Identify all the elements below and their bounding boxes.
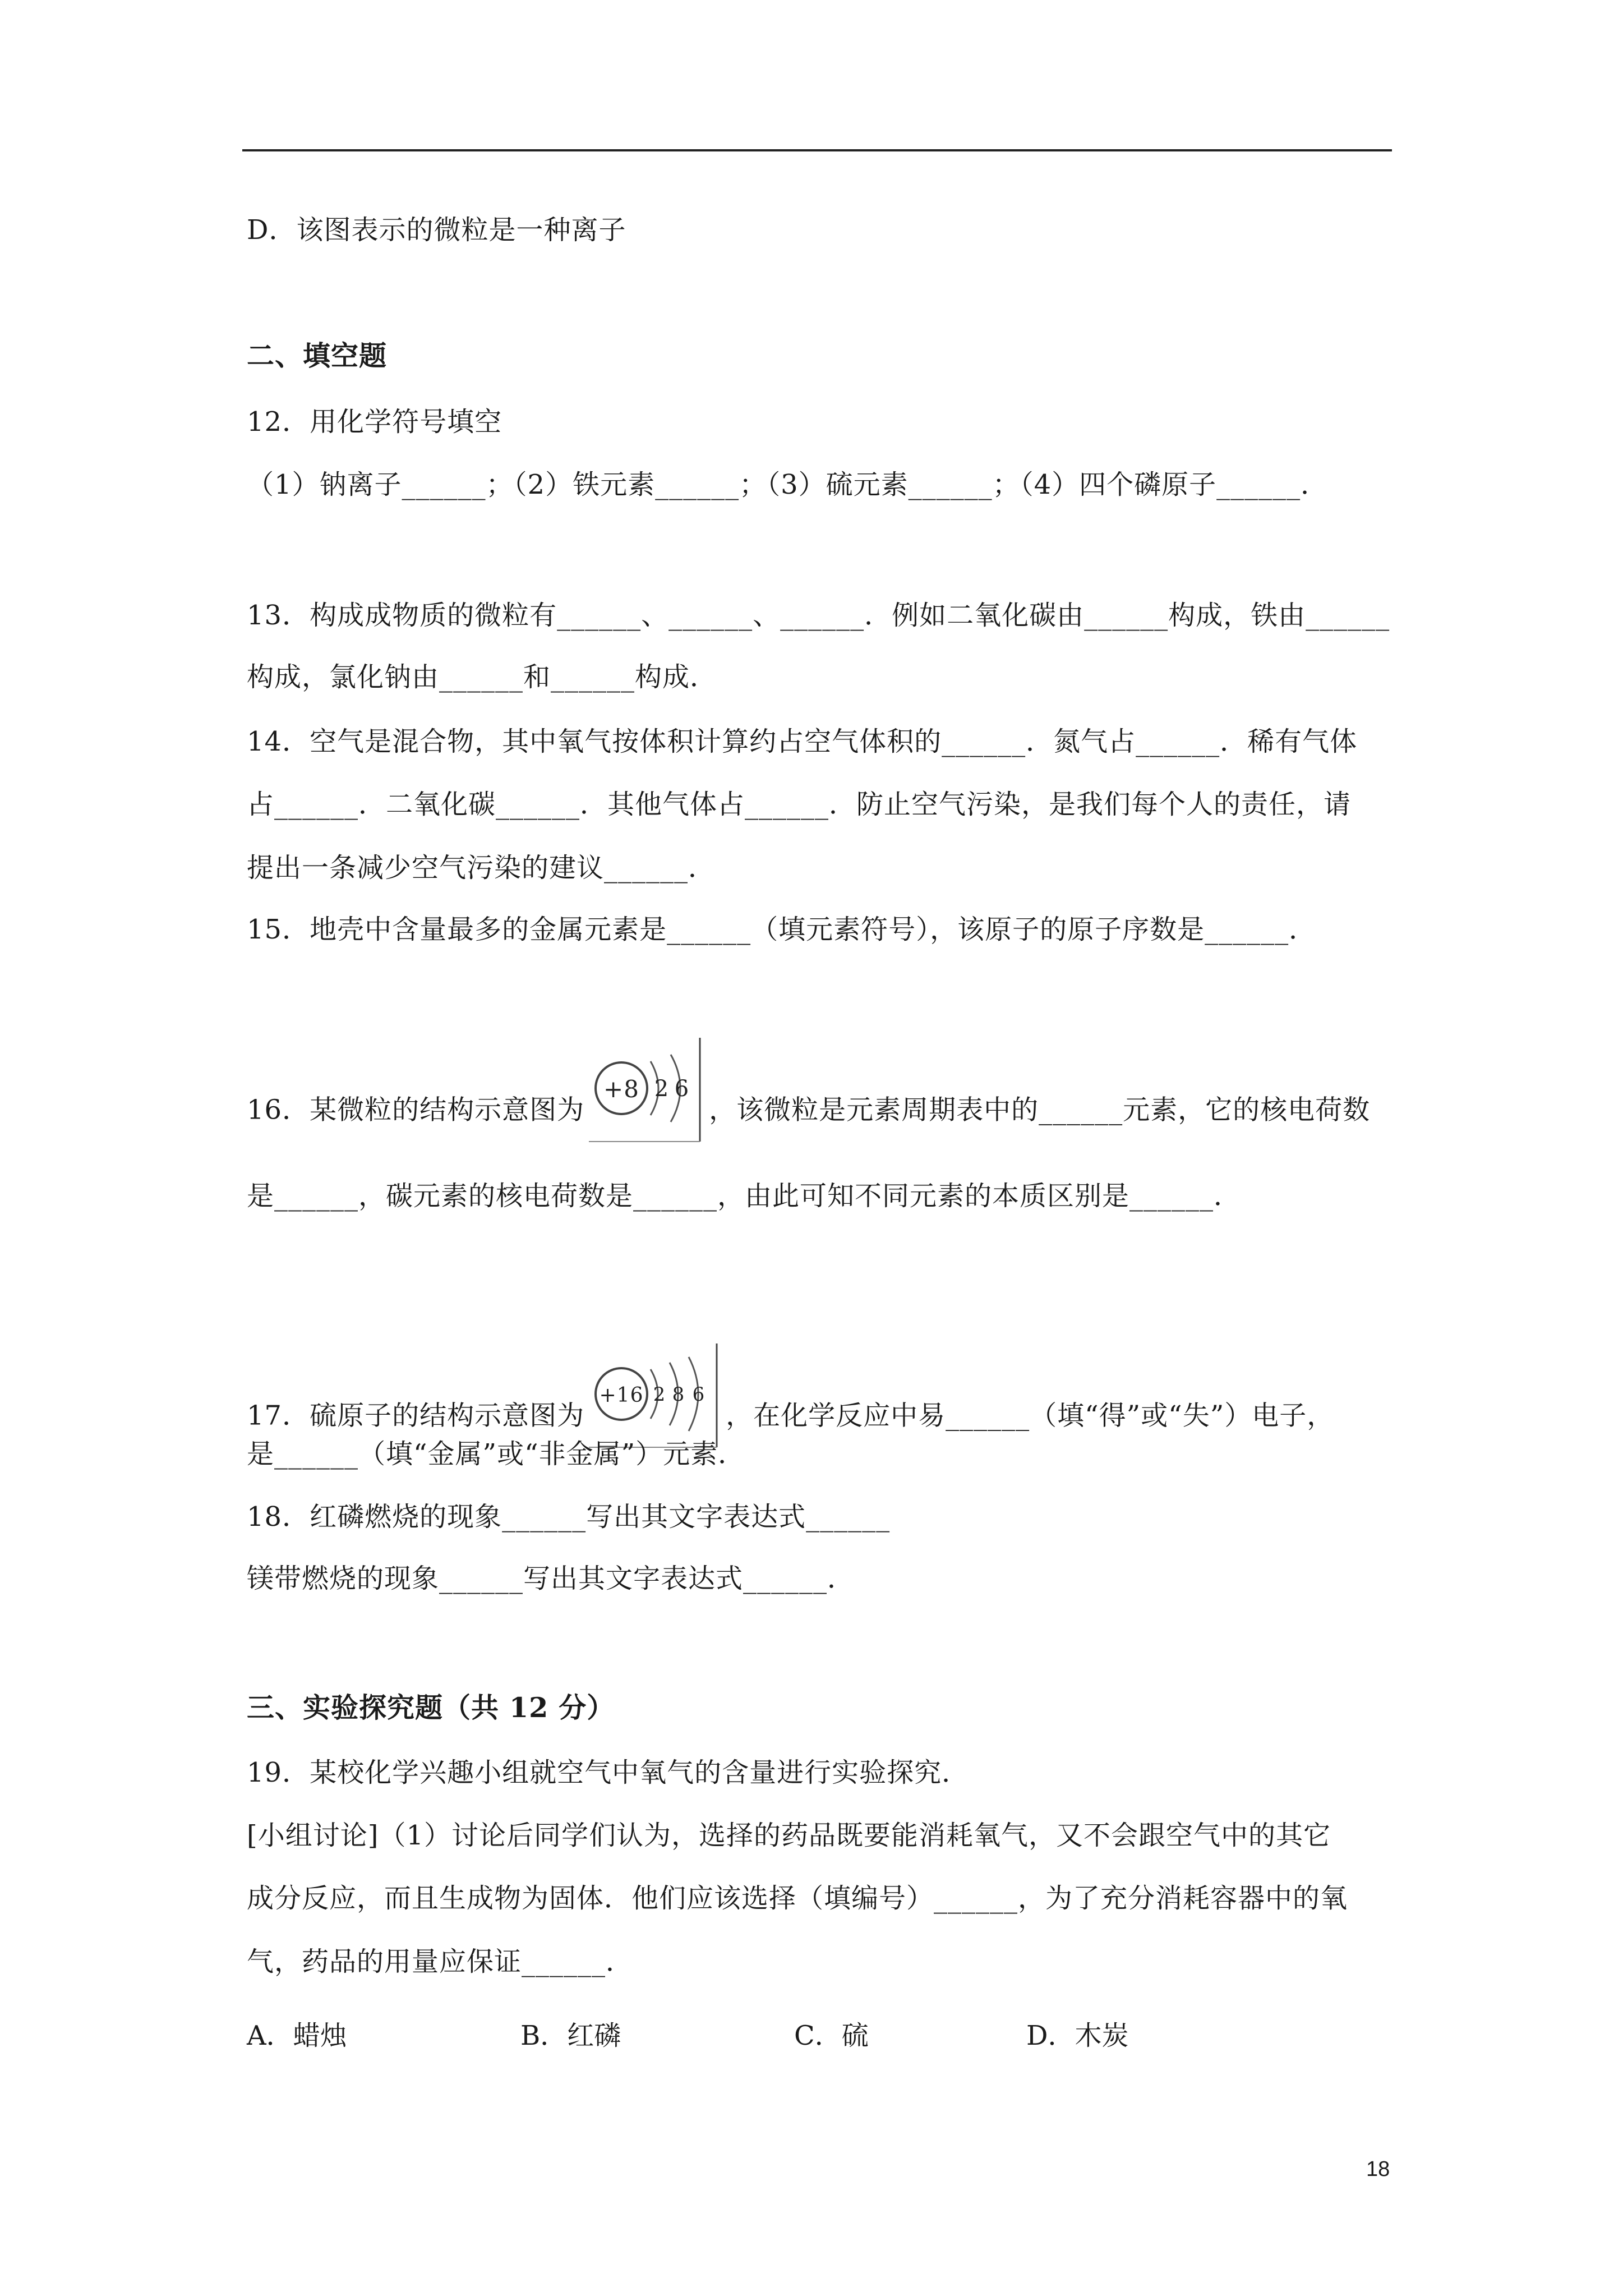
question-13-line-2: 构成，氯化钠由______和______构成．	[247, 661, 718, 693]
choice-a: A．蜡烛	[247, 2020, 347, 2051]
choice-c: C．硫	[794, 2020, 869, 2051]
sulfur-shell-1-electrons: 2	[653, 1383, 666, 1406]
question-16-prefix: 16．某微粒的结构示意图为	[247, 1094, 585, 1126]
page-number: 18	[1366, 2157, 1390, 2181]
sulfur-nucleus-label: +16	[599, 1384, 644, 1407]
question-16-suffix: ，该微粒是元素周期表中的______元素，它的核电荷数	[709, 1094, 1371, 1126]
question-12-title: 12．用化学符号填空	[247, 406, 502, 438]
question-17-line-1	[247, 1338, 1334, 1497]
choice-d: D．木炭	[1026, 2020, 1129, 2051]
question-15: 15．地壳中含量最多的金属元素是______（填元素符号），该原子的原子序数是______．	[247, 914, 1317, 945]
question-19-line-2: 成分反应，而且生成物为固体．他们应该选择（填编号）______，为了充分消耗容器中的氧	[247, 1883, 1348, 1914]
question-14-line-1: 14．空气是混合物，其中氧气按体积计算约占空气体积的______．氮气占______．稀有气体	[247, 726, 1358, 757]
question-18-line-2: 镁带燃烧的现象______写出其文字表达式______．	[247, 1563, 855, 1594]
question-18-line-1: 18．红磷燃烧的现象______写出其文字表达式______	[247, 1501, 891, 1533]
section-fill-in-heading: 二、填空题	[247, 339, 388, 372]
question-13-line-1: 13．构成成物质的微粒有______、______、______．例如二氧化碳由______构成，铁由______	[247, 600, 1390, 631]
question-16-line-1	[247, 1032, 1370, 1191]
question-14-line-3: 提出一条减少空气污染的建议______．	[247, 852, 716, 884]
option-d: D．该图表示的微粒是一种离子	[247, 214, 626, 246]
oxygen-shell-1-electrons: 2	[654, 1076, 670, 1102]
sulfur-shell-2-electrons: 8	[672, 1383, 685, 1406]
question-14-line-2: 占______．二氧化碳______．其他气体占______．防止空气污染，是我们每个人的责任，请	[247, 789, 1352, 820]
sulfur-atom-structure-diagram	[588, 1338, 722, 1497]
question-17-suffix: ，在化学反应中易______（填“得”或“失”）电子，	[726, 1400, 1335, 1432]
header-rule	[242, 149, 1392, 151]
oxygen-atom-structure-diagram	[588, 1032, 706, 1191]
question-16-line-2: 是______，碳元素的核电荷数是______，由此可知不同元素的本质区别是______．	[247, 1180, 1242, 1212]
question-17-line-2: 是______（填“金属”或“非金属”）元素．	[247, 1438, 746, 1470]
sulfur-shell-3-electrons: 6	[692, 1383, 706, 1406]
question-19-line-1: [小组讨论]（1）讨论后同学们认为，选择的药品既要能消耗氧气，又不会跟空气中的其它	[247, 1820, 1331, 1851]
question-17-prefix: 17．硫原子的结构示意图为	[247, 1400, 585, 1432]
section-experiment-heading: 三、实验探究题（共 12 分）	[247, 1691, 615, 1724]
question-19-line-3: 气，药品的用量应保证______．	[247, 1946, 634, 1977]
oxygen-shell-2-electrons: 6	[674, 1076, 690, 1102]
oxygen-nucleus-label: +8	[603, 1075, 640, 1103]
choice-b: B．红磷	[520, 2020, 621, 2051]
question-19-title: 19．某校化学兴趣小组就空气中氧气的含量进行实验探究．	[247, 1757, 970, 1788]
question-12-items: （1）钠离子______；（2）铁元素______；（3）硫元素______；（4）四个磷原子______．	[247, 469, 1329, 500]
